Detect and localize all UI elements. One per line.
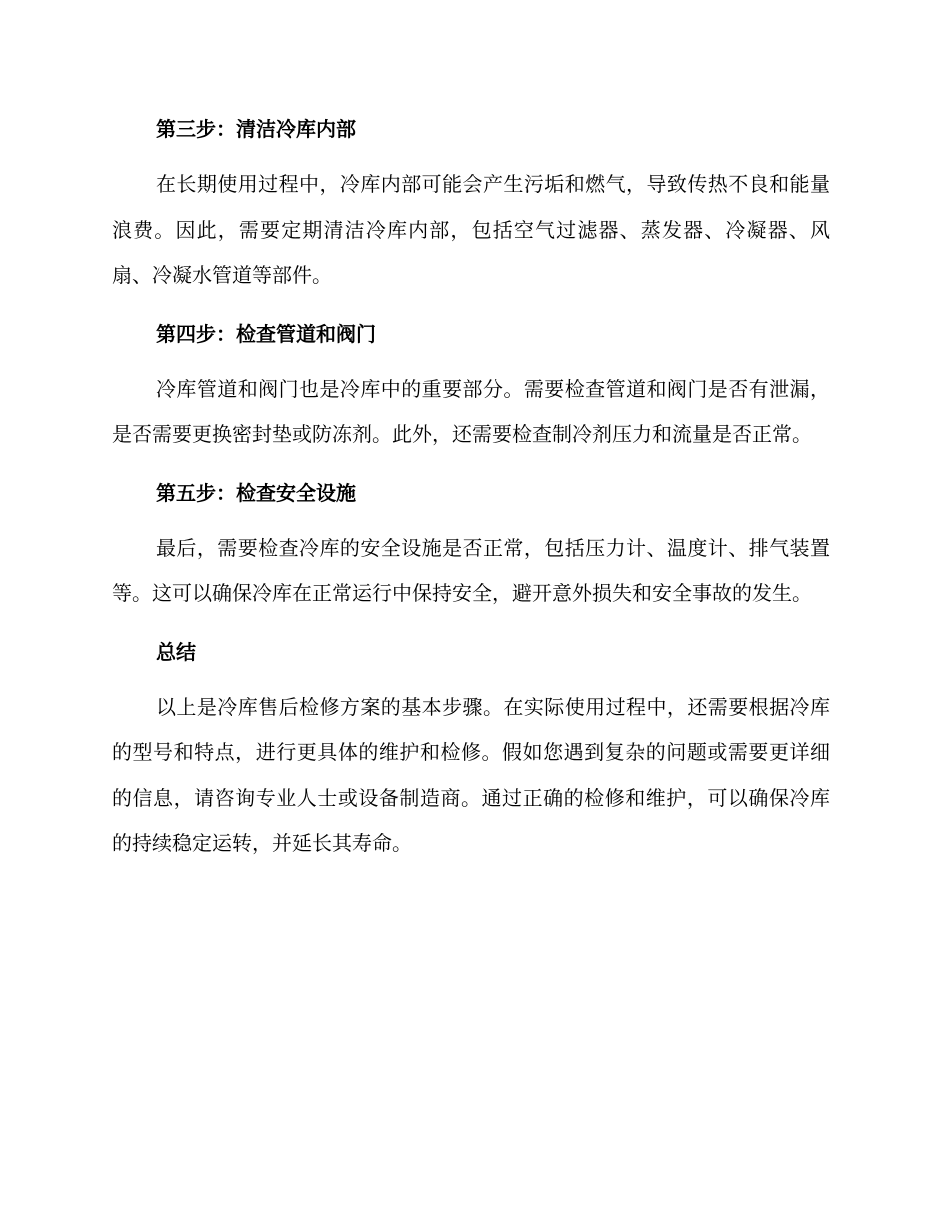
section-paragraph: 冷库管道和阀门也是冷库中的重要部分。需要检查管道和阀门是否有泄漏，是否需要更换密封垫或防冻剂。此外，还需要检查制冷剂压力和流量是否正常。 [112, 376, 830, 446]
section-step-four [112, 317, 830, 458]
section-step-three [112, 112, 830, 299]
section-heading: 第三步：清洁冷库内部 [156, 117, 356, 141]
section-heading: 第五步：检查安全设施 [156, 480, 356, 505]
section-paragraph: 在长期使用过程中，冷库内部可能会产生污垢和燃气，导致传热不良和能量浪费。因此，需要定期清洁冷库内部，包括空气过滤器、蒸发器、冷凝器、风扇、冷凝水管道等部件。 [112, 172, 830, 287]
section-step-five [112, 476, 830, 617]
section-heading: 总结 [156, 639, 196, 664]
section-summary [112, 635, 830, 867]
section-heading: 第四步：检查管道和阀门 [156, 321, 376, 346]
section-paragraph: 以上是冷库售后检修方案的基本步骤。在实际使用过程中，还需要根据冷库的型号和特点，进行更具体的维护和检修。假如您遇到复杂的问题或需要更详细的信息，请咨询专业人士或设备制造商。通过正确的检修和维护，可以确保冷库的持续稳定运转，并延长其寿命。 [112, 694, 830, 855]
document-page [112, 112, 830, 885]
section-paragraph: 最后，需要检查冷库的安全设施是否正常，包括压力计、温度计、排气装置等。这可以确保冷库在正常运行中保持安全，避开意外损失和安全事故的发生。 [112, 535, 830, 605]
